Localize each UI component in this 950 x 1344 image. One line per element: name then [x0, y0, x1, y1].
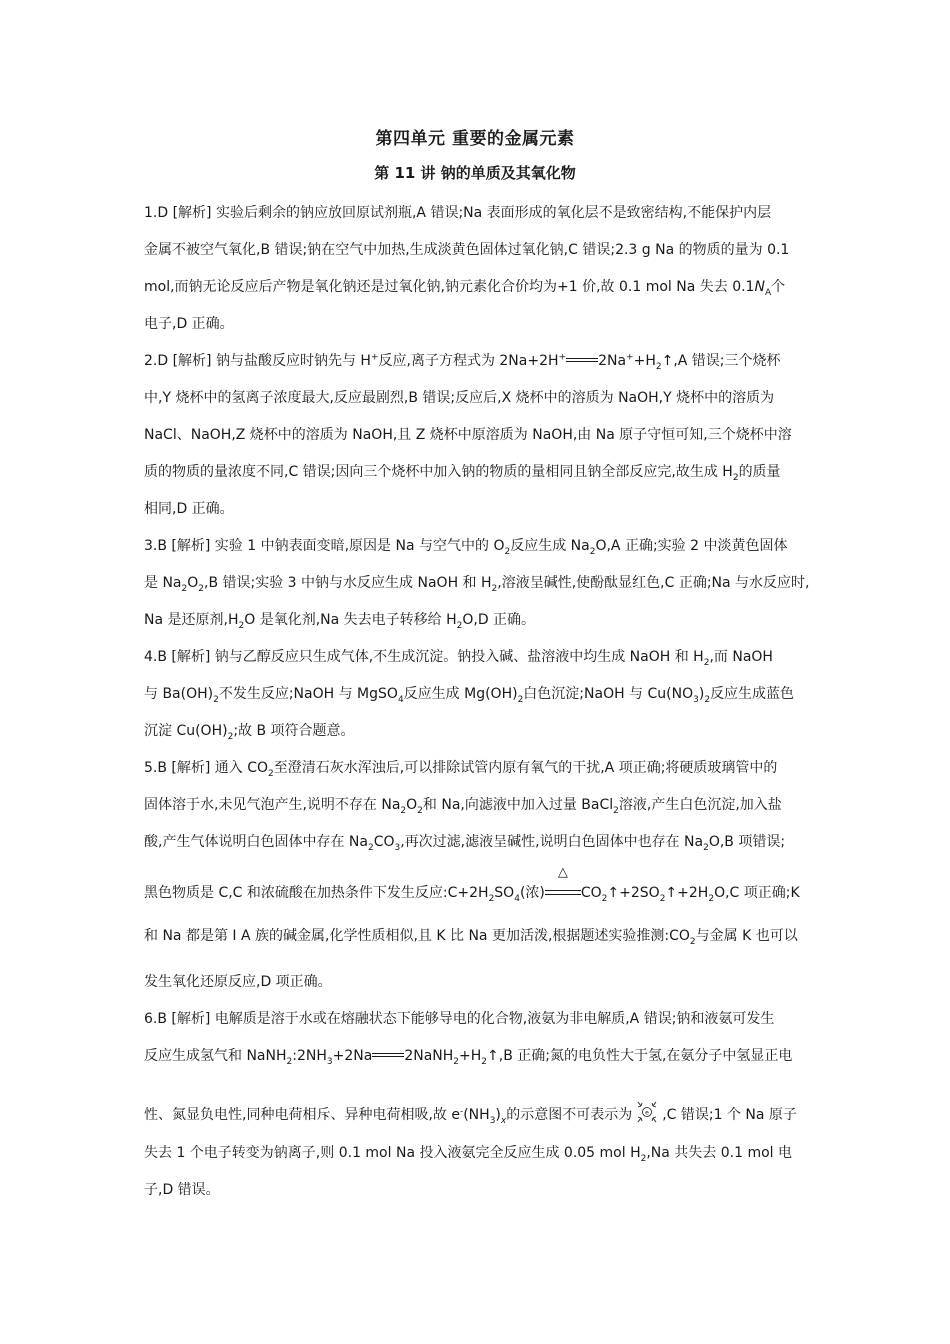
unit-title: 第四单元 重要的金属元素 — [375, 129, 575, 149]
q6-line-5: 子,D 错误。 — [144, 1182, 220, 1198]
equals-sign — [566, 356, 598, 366]
q6-line-4: 失去 1 个电子转变为钠离子,则 0.1 mol Na 投入液氨完全反应生成 0.05 mol $H_2,Na$ 共失去 0.1 mol 电 — [144, 1145, 793, 1164]
q5-line-4: 黑色物质是 C,C 和浓硫酸在加热条件下发生反应$:C+2H_2SO_4$(浓) △ $CO_2↑+2SO_2↑+2H_2O,C$ 项正确;K — [144, 865, 800, 904]
q5-line-6: 发生氧化还原反应,D 项正确。 — [144, 974, 332, 990]
q2-line-3: NaCl、NaOH,Z 烧杯中的溶质为 NaOH,且 Z 烧杯中原溶质为 NaOH,由 Na 原子守恒可知,三个烧杯中溶 — [144, 427, 792, 443]
q6-line-3: 性、氮显负电性,同种电荷相斥、异种电荷相吸,故 $e^-(NH_3)_x$的示意图不可表示为 e ,C 错误;1 个 Na 原子 — [144, 1075, 812, 1135]
q4-line-3: 沉淀 $Cu(OH)_2$;故 B 项符合题意。 — [144, 723, 355, 742]
q3-line-1: 3.B [解析] 实验 1 中钠表面变暗,原因是 Na 与空气中的 $O_2$反应生成 $Na_2O,A$ 正确;实验 2 中淡黄色固体 — [144, 538, 788, 557]
heating-equals-sign — [545, 865, 581, 898]
q4-line-1: 4.B [解析] 钠与乙醇反应只生成气体,不生成沉淀。钠投入碱、盐溶液中均生成 NaOH 和 $H_2$,而 NaOH — [144, 649, 773, 668]
q3-line-3: Na 是还原剂$,H_2O$ 是氧化剂,Na 失去电子转移给 $H_2O,D$ 正确。 — [144, 612, 536, 631]
q1-line-2: 金属不被空气氧化,B 错误;钠在空气中加热,生成淡黄色固体过氧化钠,C 错误;2.3 g Na 的物质的量为 0.1 — [144, 242, 790, 258]
q6-line-2: 反应生成氢气和 $NaNH_2:2NH_3+2Na$ $2NaNH_2+H_2↑,B$ 正确;氮的电负性大于氢,在氨分子中氢显正电 — [144, 1048, 793, 1067]
q3-line-2: 是 $Na_2O_2,B$ 错误;实验 3 中钠与水反应生成 NaOH 和 $H_2$,溶液呈碱性,使酚酞显红色,C 正确;Na 与水反应时, — [144, 575, 810, 594]
answer-content — [144, 195, 812, 1209]
q5-line-5: 和 Na 都是第 Ⅰ A 族的碱金属,化学性质相似,且 K 比 Na 更加活泼,根据题述实验推测$:CO_2$与金属 K 也可以 — [144, 928, 798, 947]
q2-line-5: 相同,D 正确。 — [144, 501, 234, 517]
svg-text:e: e — [645, 1109, 650, 1117]
q1-line-1: 1.D [解析] 实验后剩余的钠应放回原试剂瓶,A 错误;Na 表面形成的氧化层不是致密结构,不能保护内层 — [144, 205, 772, 221]
lesson-title: 第 11 讲 钠的单质及其氧化物 — [374, 164, 576, 182]
q2-line-2: 中,Y 烧杯中的氢离子浓度最大,反应最剧烈,B 错误;反应后,X 烧杯中的溶质为 NaOH,Y 烧杯中的溶质为 — [144, 390, 775, 406]
q5-line-3: 酸,产生气体说明白色固体中存在 $Na_2CO_3$,再次过滤,滤液呈碱性,说明白色固体中也存在 $Na_2O,B$ 项错误; — [144, 834, 786, 853]
q1-line-4: 电子,D 正确。 — [144, 316, 234, 332]
solvated-electron-diagram-icon — [632, 1097, 662, 1127]
heat-triangle: △ — [557, 865, 568, 880]
q2-line-1: 2.D [解析] 钠与盐酸反应时钠先与 H+反应,离子方程式为 2Na+2H+ $2Na^++H_2↑,A$ 错误;三个烧杯 — [144, 352, 781, 372]
q6-line-1: 6.B [解析] 电解质是溶于水或在熔融状态下能够导电的化合物,液氨为非电解质,A 错误;钠和液氨可发生 — [144, 1011, 775, 1027]
equals-sign — [372, 1051, 404, 1061]
q1-line-3: mol,而钠无论反应后产物是氧化钠还是过氧化钠,钠元素化合价均为+1 价,故 0.1 mol Na 失去 $0.1N_A$个 — [144, 279, 786, 298]
q5-line-1: 5.B [解析] 通入 $CO_2$至澄清石灰水浑浊后,可以排除试管内原有氧气的干扰,A 项正确;将硬质玻璃管中的 — [144, 760, 778, 779]
q4-line-2: 与 $Ba(OH)_2$不发生反应;NaOH 与 MgSO$_4$反应生成 $Mg(OH)_2$白色沉淀;NaOH 与 $Cu(NO_3)_2$反应生成蓝色 — [144, 686, 795, 705]
q2-line-4: 质的物质的量浓度不同,C 错误;因向三个烧杯中加入钠的物质的量相同且钠全部反应完,故生成 $H_2$的质量 — [144, 464, 781, 483]
q5-line-2: 固体溶于水,未见气泡产生,说明不存在 $Na_2O_2$和 Na,向滤液中加入过量 BaCl$_2$溶液,产生白色沉淀,加入盐 — [144, 797, 782, 816]
